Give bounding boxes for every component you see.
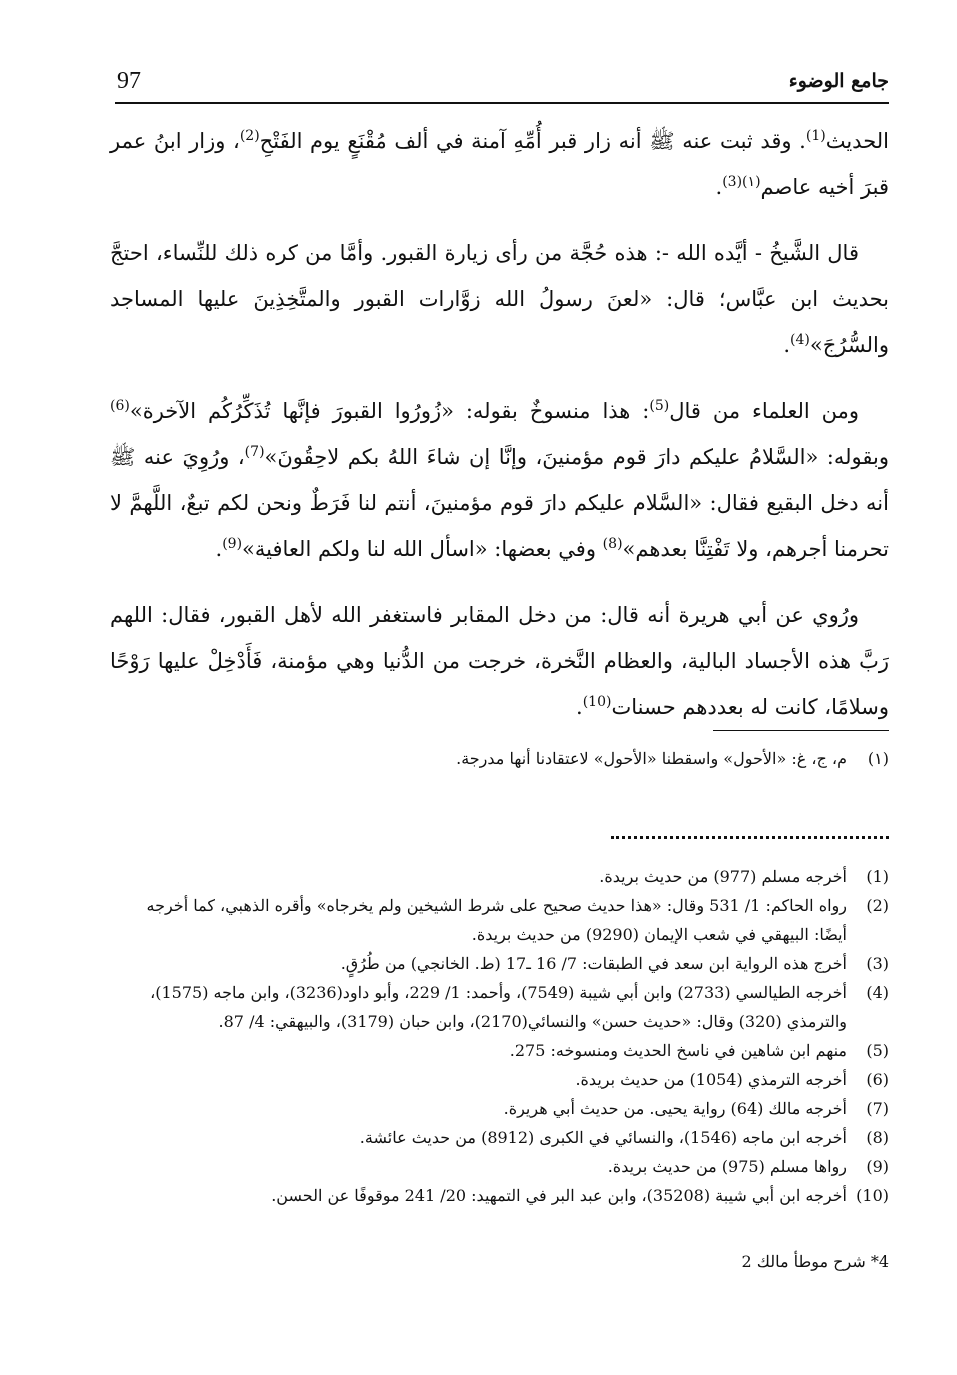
footnote-item <box>110 978 889 1036</box>
running-title: جامع الوضوء <box>788 70 889 92</box>
footnote-ref: (1) <box>805 128 826 144</box>
paragraph <box>110 230 889 368</box>
paragraph-text: ومن العلماء من قال <box>669 399 859 423</box>
page-header <box>115 62 889 104</box>
paragraph-text: . <box>715 175 723 199</box>
paragraph <box>110 118 889 210</box>
footnote-ref: (2) <box>239 128 260 144</box>
footnote-number: (5) <box>866 1041 889 1060</box>
footnote-number: (3) <box>866 954 889 973</box>
paragraph-text: ورُوي عن أبي هريرة أنه قال: من دخل المقابر فاستغفر الله لأهل القبور، فقال: اللهم رَبَّ هذه الأجساد البالية، والعظام النَّخرة، خرجت من الدُّنيا وهي مؤمنة، فَأَدْخِلْ عليها رَوْحًا وسلامًا، كانت له بعددهم حسنات <box>110 603 889 719</box>
footnote-item <box>110 1036 889 1065</box>
footnote-text: أخرجه ابن أبي شيبة (35208)، وابن عبد البر في التمهيد: 20/ 241 موقوفًا عن الحسن. <box>271 1186 847 1205</box>
footnote-text: أخرجه مالك (64) رواية يحيى. من حديث أبي هريرة. <box>503 1099 847 1118</box>
paragraph-text: الحديث <box>825 129 889 153</box>
signature-mark: 4* شرح موطأ مالك 2 <box>741 1252 889 1271</box>
footnote-ref: (١)(3) <box>722 174 761 190</box>
paragraph-text: . وقد ثبت عنه ﷺ أنه زار قبر أُمِّهِ آمنة في ألف مُقْنَعٍ يوم الفَتْحِ <box>259 129 806 153</box>
paragraph <box>110 388 889 572</box>
footnote-item <box>110 1065 889 1094</box>
paragraph-text: وفي بعضها: «اسأل الله لنا ولكم العافية» <box>242 537 603 561</box>
footnotes-list <box>110 862 889 1210</box>
paragraph-text: ، وزار ابنُ عمر قبرَ أخيه عاصم <box>110 129 889 199</box>
footnote-number: (6) <box>866 1070 889 1089</box>
editor-note-number: (١) <box>867 749 889 768</box>
footnote-item <box>110 862 889 891</box>
footnote-ref: (9) <box>222 536 243 552</box>
footnote-number: (7) <box>866 1099 889 1118</box>
footnote-text: أخرجه مسلم (977) من حديث بريدة. <box>599 867 847 886</box>
footnote-ref: (7) <box>244 444 265 460</box>
footnote-ref: (5) <box>649 398 670 414</box>
footnote-ref: (4) <box>790 332 810 348</box>
paragraph-text: وبقوله: «السَّلامُ عليكم دارَ قوم مؤمنينَ، وإنَّا إن شاءَ اللهُ بكم لاحِقُونَ» <box>264 445 889 469</box>
paragraph-text: : هذا منسوخٌ بقوله: «زُورُوا القبورَ فإنَّها تُذَكِّرُكُم الآخرة» <box>129 399 650 423</box>
footnote-number: (10) <box>856 1186 889 1205</box>
dotted-separator <box>611 836 889 839</box>
footnote-number: (4) <box>866 983 889 1002</box>
paragraph-text: . <box>783 333 791 357</box>
paragraph-text: . <box>576 695 583 719</box>
editor-note <box>110 746 889 772</box>
footnote-text: منهم ابن شاهين في ناسخ الحديث ومنسوخه: 275. <box>509 1041 847 1060</box>
footnote-item <box>110 1094 889 1123</box>
paragraph-text: قال الشَّيخُ - أيَّده الله -: هذه حُجَّة من رأى زيارة القبور. وأمَّا من كره ذلك للنِّساء، احتجَّ بحديث ابن عبَّاس؛ قال: «لعنَ رسولُ الله زوَّارات القبور والمتَّخِذِينَ عليها المساجد والسُّرُجَ» <box>110 241 889 357</box>
footnote-text: أخرجه الترمذي (1054) من حديث بريدة. <box>575 1070 847 1089</box>
footnote-item <box>110 1152 889 1181</box>
page-number: 97 <box>117 68 141 94</box>
main-text <box>110 118 889 750</box>
footnote-number: (8) <box>866 1128 889 1147</box>
footnote-text: أخرجه ابن ماجه (1546)، والنسائي في الكبرى (8912) من حديث عائشة. <box>359 1128 847 1147</box>
footnote-ref: (6) <box>110 398 130 414</box>
footnote-text: رواه الحاكم: 1/ 531 وقال: «هذا حديث صحيح على شرط الشيخين ولم يخرجاه» وأقره الذهبي، كما أخرجه أيضًا: البيهقي في شعب الإيمان (9290) من حديث بريدة. <box>146 896 847 944</box>
footnote-text: رواها مسلم (975) من حديث بريدة. <box>607 1157 847 1176</box>
footnote-text: أخرجه الطيالسي (2733) وابن أبي شيبة (7549)، وأحمد: 1/ 229، وأبو داود(3236)، وابن ماجه (1575)، والترمذي (320) وقال: «حديث حسن» والنسائي(2170)، وابن حبان (3179)، والبيهقي: 4/ 87. <box>150 983 847 1031</box>
footnote-number: (1) <box>866 867 889 886</box>
editor-note-text: م، ج، غ: «الأحول» واسقطنا «الأحول» لاعتقادنا أنها مدرجة. <box>456 749 847 768</box>
footnote-number: (9) <box>866 1157 889 1176</box>
footnote-ref: (8) <box>602 536 623 552</box>
footnote-item <box>110 891 889 949</box>
footnote-text: أخرج هذه الرواية ابن سعد في الطبقات: 7/ 16 ـ17 (ط. الخانجي) من طُرُقٍ. <box>340 954 847 973</box>
footnote-item <box>110 1181 889 1210</box>
footnote-item <box>110 949 889 978</box>
footnote-item <box>110 1123 889 1152</box>
footnote-ref: (10) <box>582 694 612 710</box>
footnote-separator <box>713 730 889 731</box>
paragraph-text: ، ورُوِيَ عنه ﷺ أنه دخل البقيع فقال: «السَّلام عليكم دارَ قوم مؤمنينَ، أنتم لنا فَرَطٌ ونحن لكم تبعٌ، اللَّهمَّ لا تحرمنا أجرهم، ولا تَفْتِنَّا بعدهم» <box>110 445 889 561</box>
footnote-number: (2) <box>866 896 889 915</box>
paragraph-text: . <box>215 537 223 561</box>
paragraph <box>110 592 889 730</box>
